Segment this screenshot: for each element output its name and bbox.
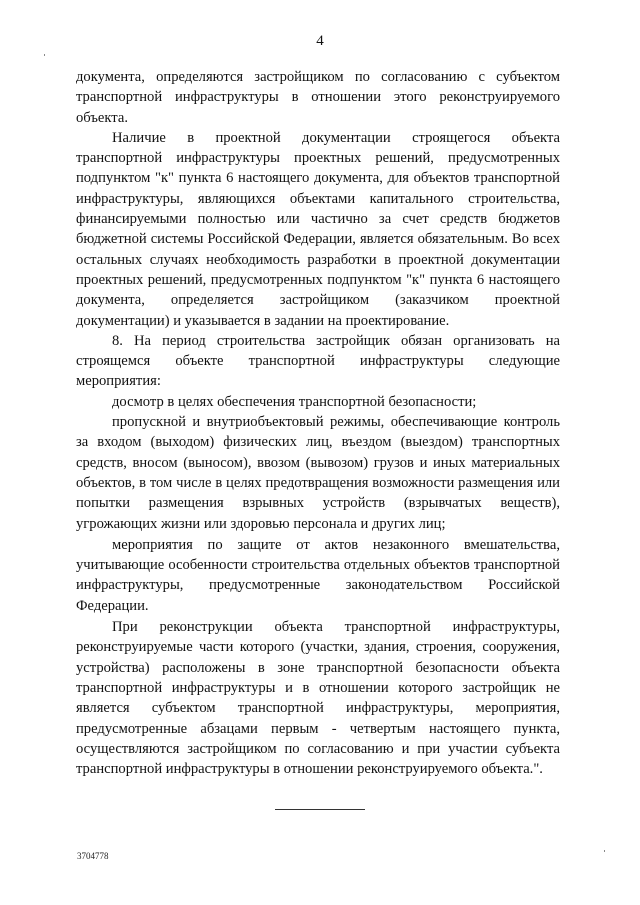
paragraph-access-regime: пропускной и внутриобъектовый режимы, обеспечивающие контроль за входом (выходом) физических лиц, въездом (выездом) транспортных средств, вносом (выносом), ввозом (вывозом) грузов и иных материальных объектов, в том числе в целях предотвращения возможности размещения или попытки размещения взрывных устройств (взрывчатых веществ), угрожающих жизни или здоровью персонала и других лиц; — [76, 414, 560, 532]
paragraph-protection-measures: мероприятия по защите от актов незаконного вмешательства, учитывающие особенности строительства отдельных объектов транспортной инфраструктуры, предусмотренные законодательством Российской Федерации. — [76, 536, 560, 614]
paragraph-item-8: 8. На период строительства застройщик обязан организовать на строящемся объекте транспортной инфраструктуры следующие мероприятия: — [76, 332, 560, 390]
paragraph-project-documentation: Наличие в проектной документации строящегося объекта транспортной инфраструктуры проектных решений, предусмотренных подпунктом "к" пункта 6 настоящего документа, для объектов транспортной инфраструктуры, являющихся объектами капитального строительства, финансируемыми полностью или частично за счет средств бюджетов бюджетной системы Российской Федерации, является обязательным. Во всех остальных случаях необходимость разработки в проектной документации проектных решений, предусмотренных подпунктом "к" пункта 6 настоящего документа, определяется застройщиком (заказчиком проектной документации) и указывается в задании на проектирование. — [76, 129, 560, 329]
scan-mark — [44, 54, 45, 56]
paragraph-reconstruction: При реконструкции объекта транспортной инфраструктуры, реконструируемые части которого (участки, здания, строения, сооружения, устройства) расположены в зоне транспортной безопасности объекта транспортной инфраструктуры и в отношении которого застройщик не является субъектом транспортной инфраструктуры, мероприятия, предусмотренные абзацами первым - четвертым настоящего пункта, осуществляются застройщиком по согласованию и при участии субъекта транспортной инфраструктуры в отношении реконструируемого объекта.". — [76, 619, 560, 778]
paragraph-continuation: документа, определяются застройщиком по согласованию с субъектом транспортной инфраструктуры в отношении этого реконструируемого объекта. — [76, 69, 560, 126]
paragraph-inspection: досмотр в целях обеспечения транспортной безопасности; — [112, 393, 477, 410]
scan-mark — [604, 850, 605, 852]
document-body — [76, 67, 560, 779]
page-number: 4 — [316, 33, 324, 49]
end-divider — [275, 809, 365, 810]
document-id: 3704778 — [77, 851, 109, 861]
